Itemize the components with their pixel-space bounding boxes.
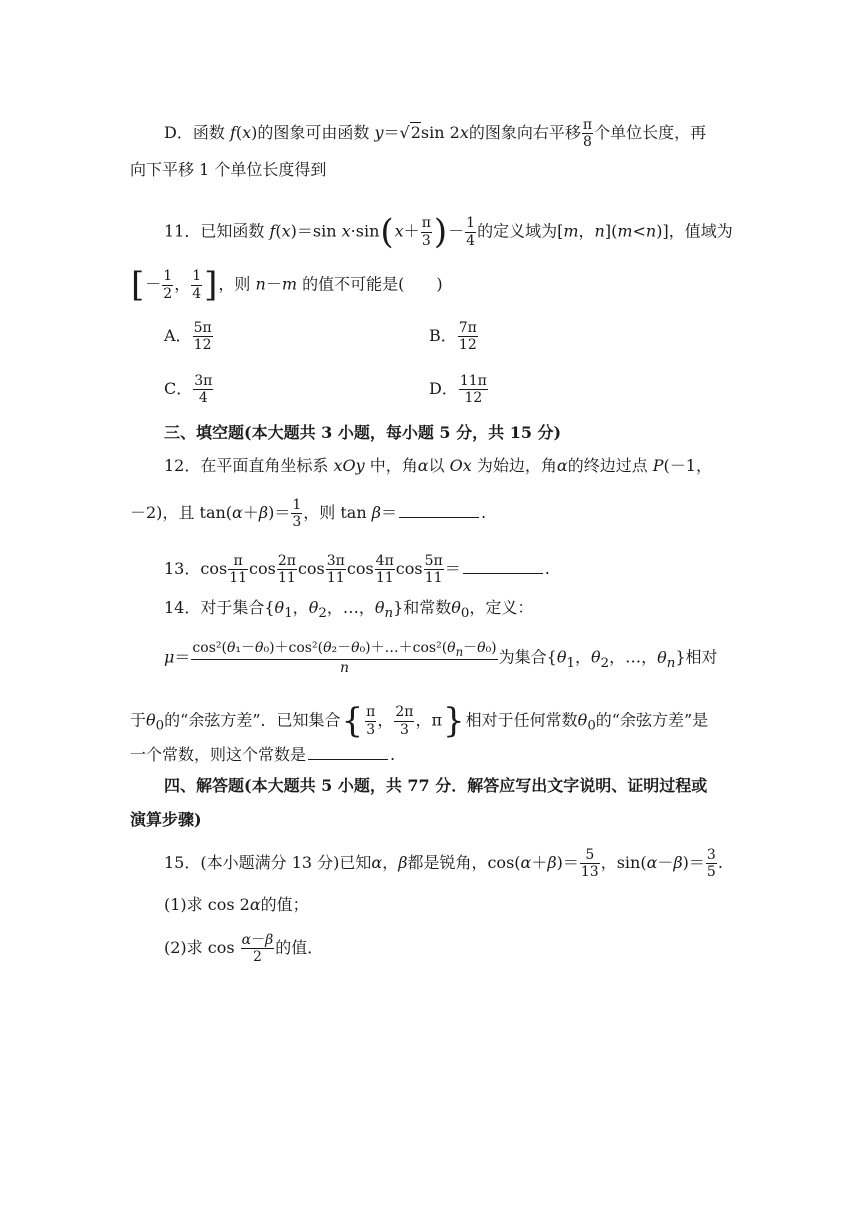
section-3-heading: 三、填空题(本大题共 3 小题，每小题 5 分，共 15 分) xyxy=(164,423,562,442)
section-4-heading-line2: 演算步骤) xyxy=(130,810,202,829)
question-13: 13．cos $\frac{\pi}{11}$ cos $\frac{2\pi}{11}$ cos $\frac{3\pi}{11}$ cos $\frac{4\pi}{11}$ cos $\frac{5\pi}{11}$ ＝ . xyxy=(164,553,550,587)
question-12-line2: －2)，且 tan(α＋β)＝ $\frac{1}{3}$ ，则 tan β＝ . xyxy=(130,497,487,531)
q11-option-a: A． $\frac{5\pi}{12}$ xyxy=(164,320,212,354)
question-14-line4: 一个常数，则这个常数是 . xyxy=(130,745,396,764)
question-15-part-1: (1)求 cos 2α的值； xyxy=(164,895,309,914)
option-label: D． xyxy=(164,123,193,143)
option-d-line1: D．函数 f(x)的图象可由函数 y＝√2sin 2x的图象向右平移 $\frac{\pi}{8}$ 个单位长度，再 xyxy=(164,117,707,151)
q11-option-b: B． $\frac{7\pi}{12}$ xyxy=(429,320,477,354)
question-14-line3: 于$\theta_0$的“余弦方差”．已知集合{ $\frac{\pi}{3}$ ， $\frac{2\pi}{3}$ ，π}相对于任何常数$\theta_0$的“余弦方差”是 xyxy=(130,701,709,741)
answer-blank[interactable] xyxy=(308,745,388,760)
section-4-heading-line1: 四、解答题(本大题共 5 小题，共 77 分．解答应写出文字说明、证明过程或 xyxy=(164,776,708,795)
q11-option-d: D． $\frac{11\pi}{12}$ xyxy=(429,373,487,407)
answer-blank[interactable] xyxy=(463,559,543,574)
question-15-part-2: (2)求 cos $\frac{\alpha-\beta}{2}$ 的值． xyxy=(164,932,324,966)
question-12-line1: 12．在平面直角坐标系 xOy 中，角α以 Ox 为始边，角α的终边过点 P(－1， xyxy=(164,456,712,475)
answer-blank[interactable] xyxy=(399,503,479,518)
fraction: $\frac{\pi}{8}$ xyxy=(582,117,593,151)
question-15: 15．(本小题满分 13 分)已知α，β都是锐角，cos(α＋β)＝ $\frac{5}{13}$ ，sin(α－β)＝ $\frac{3}{5}$ . xyxy=(164,847,723,881)
q11-option-c: C． $\frac{3\pi}{4}$ xyxy=(164,373,213,407)
question-14-line1: 14．对于集合{$\theta_1$，$\theta_2$，…，$\theta_n$}和常数$\theta_0$，定义： xyxy=(164,598,534,622)
option-d-line2: 向下平移 1 个单位长度得到 xyxy=(130,160,327,179)
question-14-formula: μ＝ $\frac{\cos^2(\theta_1-\theta_0)+\cos^2(\theta_2-\theta_0)+\dots+\cos^2(\theta_n-\theta_0)}{n}$ 为集合{$\theta_1$，$\theta_2$，…，$\theta_n$}相对 xyxy=(164,640,718,677)
question-11-line2: [－ $\frac{1}{2}$ ， $\frac{1}{4}$ ]，则 n－m 的值不可能是( ) xyxy=(131,265,443,305)
question-11-line1: 11．已知函数 f(x)＝sin x·sin(x＋ $\frac{\pi}{3}$ )－ $\frac{1}{4}$ 的定义域为[m，n](m<n)]，值域为 xyxy=(164,212,733,252)
